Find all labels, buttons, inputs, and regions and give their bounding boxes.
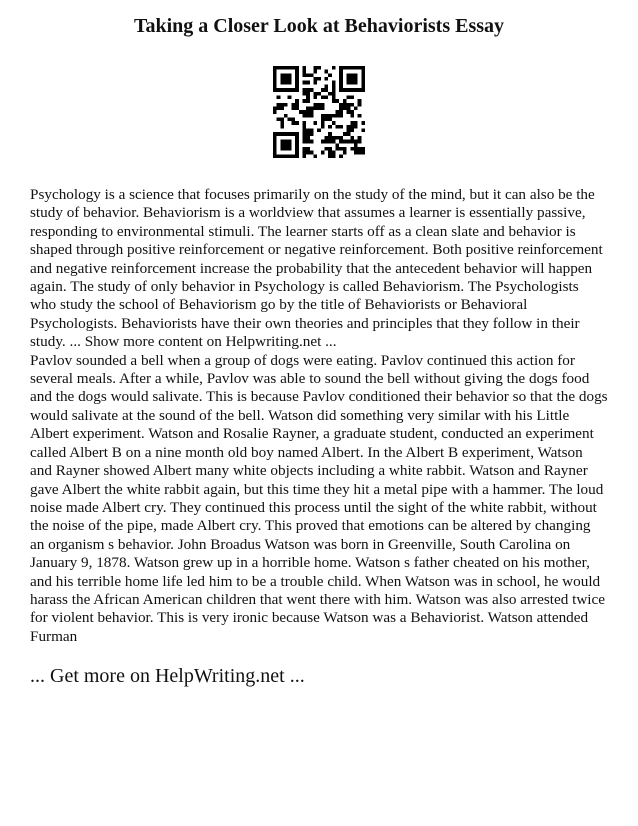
qr-module	[302, 92, 306, 96]
qr-module	[328, 132, 332, 136]
qr-module	[295, 143, 299, 147]
qr-module	[332, 92, 336, 96]
qr-module	[325, 70, 329, 74]
qr-module	[343, 106, 347, 110]
qr-module	[321, 106, 325, 110]
qr-module	[295, 103, 299, 107]
qr-module	[361, 121, 365, 125]
qr-module	[339, 125, 343, 129]
qr-module	[313, 77, 317, 81]
qr-module	[302, 88, 306, 92]
qr-module	[284, 66, 288, 70]
qr-module	[354, 151, 358, 155]
qr-module	[310, 110, 314, 114]
qr-module	[295, 151, 299, 155]
qr-module	[280, 77, 284, 81]
qr-module	[277, 95, 281, 99]
qr-module	[317, 92, 321, 96]
qr-module	[295, 81, 299, 85]
qr-module	[310, 88, 314, 92]
qr-module	[339, 136, 343, 140]
qr-module	[350, 103, 354, 107]
qr-module	[310, 114, 314, 118]
qr-module	[339, 88, 343, 92]
qr-module	[328, 151, 332, 155]
qr-module	[277, 154, 281, 158]
qr-module	[291, 132, 295, 136]
qr-module	[280, 106, 284, 110]
qr-module	[291, 103, 295, 107]
qr-module	[328, 92, 332, 96]
qr-module	[280, 147, 284, 151]
qr-module	[347, 77, 351, 81]
qr-module	[339, 73, 343, 77]
qr-module	[306, 92, 310, 96]
qr-module	[306, 132, 310, 136]
qr-module	[325, 140, 329, 144]
qr-module	[288, 132, 292, 136]
qr-module	[273, 154, 277, 158]
qr-module	[302, 73, 306, 77]
qr-module	[361, 81, 365, 85]
qr-module	[284, 132, 288, 136]
qr-module	[361, 77, 365, 81]
qr-module	[361, 129, 365, 133]
qr-module	[313, 103, 317, 107]
qr-module	[280, 154, 284, 158]
qr-module	[354, 121, 358, 125]
qr-module	[317, 106, 321, 110]
qr-module	[273, 147, 277, 151]
qr-module	[339, 140, 343, 144]
qr-module	[332, 114, 336, 118]
qr-module	[280, 66, 284, 70]
qr-module	[313, 95, 317, 99]
qr-module	[288, 95, 292, 99]
qr-module	[284, 103, 288, 107]
qr-module	[354, 88, 358, 92]
qr-module	[354, 147, 358, 151]
get-more-link[interactable]: ... Get more on HelpWriting.net ...	[30, 665, 305, 688]
qr-module	[295, 121, 299, 125]
qr-module	[328, 73, 332, 77]
qr-module	[347, 66, 351, 70]
qr-module	[277, 66, 281, 70]
qr-module	[317, 66, 321, 70]
qr-module	[273, 136, 277, 140]
qr-module	[361, 151, 365, 155]
qr-module	[347, 140, 351, 144]
qr-module	[347, 129, 351, 133]
qr-module	[302, 151, 306, 155]
qr-module	[336, 99, 340, 103]
qr-module	[350, 114, 354, 118]
qr-module	[332, 121, 336, 125]
qr-module	[280, 118, 284, 122]
qr-module	[280, 103, 284, 107]
qr-module	[358, 136, 362, 140]
qr-module	[328, 114, 332, 118]
qr-module	[288, 140, 292, 144]
qr-module	[347, 103, 351, 107]
qr-module	[343, 99, 347, 103]
qr-module	[277, 106, 281, 110]
qr-module	[347, 106, 351, 110]
qr-module	[310, 140, 314, 144]
qr-module	[313, 92, 317, 96]
qr-module	[339, 154, 343, 158]
qr-module	[321, 125, 325, 129]
qr-module	[306, 110, 310, 114]
qr-module	[339, 110, 343, 114]
qr-module	[295, 154, 299, 158]
qr-module	[306, 106, 310, 110]
qr-module	[277, 88, 281, 92]
qr-module	[302, 110, 306, 114]
qr-module	[361, 84, 365, 88]
qr-module	[343, 103, 347, 107]
qr-module	[328, 147, 332, 151]
qr-module	[339, 106, 343, 110]
qr-module	[313, 154, 317, 158]
qr-module	[291, 88, 295, 92]
qr-module	[321, 88, 325, 92]
qr-module	[313, 121, 317, 125]
qr-module	[332, 140, 336, 144]
qr-module	[361, 66, 365, 70]
qr-module	[295, 84, 299, 88]
qr-module	[284, 114, 288, 118]
qr-module	[321, 140, 325, 144]
qr-module	[358, 151, 362, 155]
qr-module	[313, 70, 317, 74]
qr-module	[321, 114, 325, 118]
qr-module	[291, 118, 295, 122]
qr-module	[343, 132, 347, 136]
qr-module	[358, 114, 362, 118]
qr-module	[332, 88, 336, 92]
qr-module	[306, 151, 310, 155]
qr-module	[354, 81, 358, 85]
qr-module	[354, 66, 358, 70]
qr-module	[347, 95, 351, 99]
qr-module	[354, 73, 358, 77]
qr-module	[332, 66, 336, 70]
qr-module	[354, 140, 358, 144]
qr-module	[273, 132, 277, 136]
qr-module	[336, 147, 340, 151]
qr-module	[347, 81, 351, 85]
qr-module	[310, 106, 314, 110]
qr-module	[358, 140, 362, 144]
qr-module	[354, 77, 358, 81]
qr-module	[350, 110, 354, 114]
qr-module	[313, 81, 317, 85]
qr-module	[273, 84, 277, 88]
qr-module	[310, 132, 314, 136]
qr-module	[332, 136, 336, 140]
qr-module	[288, 154, 292, 158]
qr-module	[343, 151, 347, 155]
qr-module	[299, 110, 303, 114]
qr-module	[295, 140, 299, 144]
qr-module	[306, 140, 310, 144]
qr-module	[302, 136, 306, 140]
qr-module	[350, 95, 354, 99]
qr-module	[361, 88, 365, 92]
qr-module	[288, 147, 292, 151]
qr-module	[339, 103, 343, 107]
qr-module	[306, 129, 310, 133]
qr-module	[350, 121, 354, 125]
qr-module	[328, 136, 332, 140]
qr-module	[273, 73, 277, 77]
qr-module	[280, 143, 284, 147]
qr-module	[332, 95, 336, 99]
qr-module	[321, 151, 325, 155]
qr-module	[325, 77, 329, 81]
qr-module	[339, 66, 343, 70]
qr-module	[295, 66, 299, 70]
qr-module	[288, 88, 292, 92]
qr-module	[306, 114, 310, 118]
qr-module	[288, 66, 292, 70]
qr-module	[273, 106, 277, 110]
qr-module	[328, 118, 332, 122]
qr-module	[336, 143, 340, 147]
qr-module	[321, 103, 325, 107]
qr-module	[284, 140, 288, 144]
qr-module	[284, 73, 288, 77]
qr-module	[284, 154, 288, 158]
qr-module	[325, 88, 329, 92]
qr-module	[321, 95, 325, 99]
qr-module	[313, 106, 317, 110]
qr-module	[288, 118, 292, 122]
qr-module	[332, 151, 336, 155]
qr-module	[295, 88, 299, 92]
qr-module	[336, 136, 340, 140]
qr-module	[273, 140, 277, 144]
qr-module	[306, 81, 310, 85]
qr-module	[273, 70, 277, 74]
qr-module	[288, 73, 292, 77]
qr-module	[325, 136, 329, 140]
qr-module	[328, 140, 332, 144]
qr-module	[339, 70, 343, 74]
qr-module	[291, 121, 295, 125]
qr-module	[280, 121, 284, 125]
qr-module	[350, 81, 354, 85]
qr-module	[273, 110, 277, 114]
qr-module	[347, 125, 351, 129]
qr-module	[354, 106, 358, 110]
qr-module	[295, 147, 299, 151]
qr-module	[354, 125, 358, 129]
qr-module	[302, 125, 306, 129]
paragraph-main: Pavlov sounded a bell when a group of dogs were eating. Pavlov continued this action for several meals. After a while, Pavlov was able to sound the bell without giving the dogs food and the dogs would salivate. This is because Pavlov conditioned their behavior so that the dogs would salivate at the sound of the bell. Watson did something very similar with his Little Albert experiment. Watson and Rosalie Rayner, a graduate student, conducted an experiment called Albert B on a nine month old boy named Albert. In the Albert B experiment, Watson and Rayner showed Albert many white objects including a white rabbit. Watson and Rayner gave Albert the white rabbit again, but this time they hit a metal pipe with a hammer. The loud noise made Albert cry. They continued this process until the sight of the white rabbit, without the noise of the pipe, made Albert cry. This proved that emotions can be altered by changing an organism s behavior. John Broadus Watson was born in Greenville, South Carolina on January 9, 1878. Watson grew up in a horrible home. Watson s father cheated on his mother, and his terrible home life led him to be a trouble child. When Watson was in school, he would harass the African American children that went there with him. Watson was also arrested twice for violent behavior. This is very ironic because Watson was a Behaviorist. Watson attended Furman	[30, 351, 608, 645]
qr-module	[288, 143, 292, 147]
qr-module	[332, 154, 336, 158]
qr-module	[321, 121, 325, 125]
qr-module	[302, 132, 306, 136]
qr-module	[306, 73, 310, 77]
qr-module	[354, 143, 358, 147]
qr-module	[273, 143, 277, 147]
qr-module	[288, 77, 292, 81]
qr-module	[295, 106, 299, 110]
qr-module	[291, 66, 295, 70]
qr-module	[277, 118, 281, 122]
qr-module	[358, 88, 362, 92]
qr-module	[332, 84, 336, 88]
qr-module	[343, 66, 347, 70]
qr-module	[302, 114, 306, 118]
qr-module	[347, 88, 351, 92]
qr-module	[358, 99, 362, 103]
qr-module	[280, 88, 284, 92]
qr-module	[339, 147, 343, 151]
qr-module	[347, 110, 351, 114]
qr-module	[310, 151, 314, 155]
qr-module	[350, 140, 354, 144]
qr-module	[306, 95, 310, 99]
qr-module	[302, 99, 306, 103]
qr-module	[302, 154, 306, 158]
qr-module	[339, 114, 343, 118]
qr-module	[336, 125, 340, 129]
qr-module	[325, 84, 329, 88]
qr-module	[295, 70, 299, 74]
qr-module	[350, 136, 354, 140]
qr-module	[358, 147, 362, 151]
qr-module	[291, 154, 295, 158]
qr-module	[339, 81, 343, 85]
qr-module	[350, 129, 354, 133]
qr-module	[280, 125, 284, 129]
qr-module	[328, 154, 332, 158]
paragraph-intro: Psychology is a science that focuses primarily on the study of the mind, but it can also be the study of behavior. Behaviorism is a worldview that assumes a learner is essentially passive, responding to environmental stimuli. The learner starts off as a clean slate and behavior is shaped through positive reinforcement or negative reinforcement. Both positive reinforcement and negative reinforcement increase the probability that the antecedent behavior will happen again. The study of only behavior in Psychology is called Behaviorism. The Psychologists who study the school of Behaviorism go by the title of Behaviorists or Behavioral Psychologists. Behaviorists have their own theories and principles that they follow in their study. ... Show more content on Helpwriting.net ...	[30, 186, 603, 351]
qr-module	[280, 73, 284, 77]
qr-module	[295, 136, 299, 140]
qr-module	[317, 129, 321, 133]
qr-module	[343, 147, 347, 151]
qr-module	[317, 103, 321, 107]
qr-module	[350, 88, 354, 92]
qr-module	[310, 73, 314, 77]
qr-module	[361, 70, 365, 74]
qr-module	[336, 110, 340, 114]
qr-module	[284, 147, 288, 151]
document-title: Taking a Closer Look at Behaviorists Essay	[133, 15, 505, 37]
qr-module	[350, 66, 354, 70]
qr-module	[273, 88, 277, 92]
qr-module	[291, 106, 295, 110]
qr-module	[325, 147, 329, 151]
qr-module	[280, 81, 284, 85]
qr-module	[310, 129, 314, 133]
qr-module	[358, 66, 362, 70]
qr-module	[302, 140, 306, 144]
qr-module	[350, 77, 354, 81]
qr-module	[273, 81, 277, 85]
qr-module	[273, 66, 277, 70]
qr-module	[302, 121, 306, 125]
qr-module	[280, 140, 284, 144]
qr-module	[347, 132, 351, 136]
qr-module	[336, 114, 340, 118]
qr-module	[302, 81, 306, 85]
qr-module	[302, 129, 306, 133]
qr-module	[284, 77, 288, 81]
qr-module	[350, 147, 354, 151]
qr-module	[343, 140, 347, 144]
qr-module	[284, 143, 288, 147]
qr-module	[347, 73, 351, 77]
qr-code-icon[interactable]	[273, 66, 365, 158]
qr-module	[332, 81, 336, 85]
qr-module	[350, 73, 354, 77]
qr-module	[295, 99, 299, 103]
qr-module	[280, 132, 284, 136]
qr-module	[339, 84, 343, 88]
qr-module	[343, 88, 347, 92]
qr-container	[30, 66, 608, 158]
qr-module	[302, 70, 306, 74]
qr-module	[313, 66, 317, 70]
qr-module	[295, 132, 299, 136]
qr-module	[328, 125, 332, 129]
qr-module	[302, 147, 306, 151]
qr-module	[306, 99, 310, 103]
qr-module	[361, 73, 365, 77]
qr-module	[277, 103, 281, 107]
qr-module	[277, 132, 281, 136]
essay-body	[30, 186, 608, 646]
qr-module	[284, 81, 288, 85]
qr-module	[306, 88, 310, 92]
qr-module	[295, 77, 299, 81]
qr-module	[325, 95, 329, 99]
qr-module	[273, 151, 277, 155]
qr-module	[339, 77, 343, 81]
qr-module	[295, 73, 299, 77]
qr-module	[302, 66, 306, 70]
qr-module	[306, 136, 310, 140]
qr-module	[288, 81, 292, 85]
qr-module	[321, 118, 325, 122]
qr-module	[325, 114, 329, 118]
qr-module	[273, 77, 277, 81]
qr-module	[361, 147, 365, 151]
qr-module	[332, 99, 336, 103]
qr-module	[306, 147, 310, 151]
qr-module	[358, 103, 362, 107]
qr-module	[350, 125, 354, 129]
qr-module	[325, 118, 329, 122]
qr-module	[284, 88, 288, 92]
qr-module	[317, 77, 321, 81]
